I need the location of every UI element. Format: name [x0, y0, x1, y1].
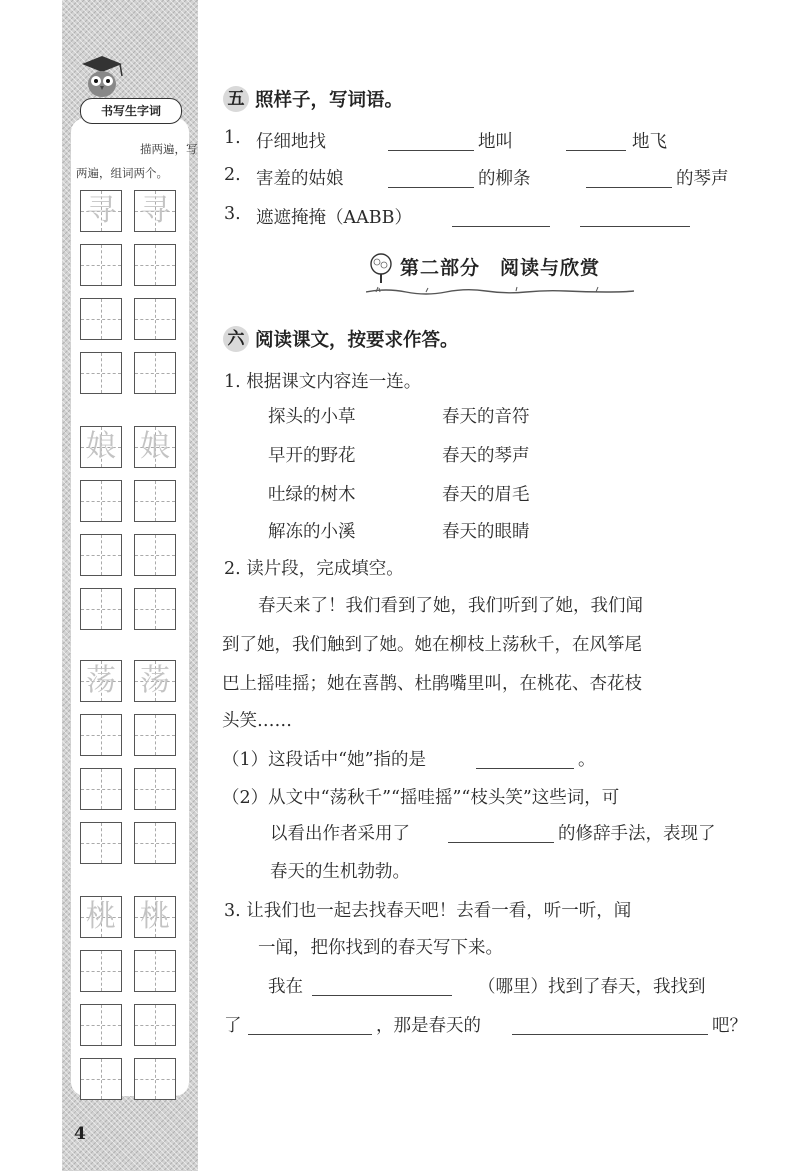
practice-cell[interactable] — [80, 714, 122, 756]
practice-cell[interactable] — [134, 1058, 176, 1100]
s5-item2-part1: 的柳条 — [478, 169, 531, 189]
passage-line-4: 头笑…… — [222, 711, 292, 731]
q2-sub2-line3: 春天的生机勃勃。 — [270, 862, 410, 882]
s5-item1-part2: 地飞 — [632, 132, 667, 152]
sidebar-title: 书写生字词 — [80, 98, 182, 124]
q3-line1: 3. 让我们也一起去找春天吧！去看一看，听一听，闻 — [224, 901, 632, 921]
practice-cell[interactable] — [134, 480, 176, 522]
q1-text: 1. 根据课文内容连一连。 — [224, 372, 422, 392]
section5-heading — [223, 86, 403, 112]
s5-item3-blank2[interactable] — [580, 226, 690, 227]
practice-cell[interactable] — [80, 768, 122, 810]
match-left-1[interactable]: 探头的小草 — [268, 407, 356, 427]
tree-icon — [366, 252, 396, 284]
q3-ans1-post: （哪里）找到了春天，我找到 — [478, 977, 706, 997]
match-right-1[interactable]: 春天的音符 — [442, 407, 530, 427]
section5-title: 照样子，写词语。 — [255, 90, 404, 111]
writing-practice-strip — [62, 0, 198, 1171]
practice-cell[interactable] — [80, 534, 122, 576]
match-right-2[interactable]: 春天的琴声 — [442, 446, 530, 466]
practice-cell[interactable] — [134, 244, 176, 286]
practice-cell[interactable] — [80, 244, 122, 286]
practice-cell[interactable] — [80, 480, 122, 522]
s5-item1-blank2[interactable] — [566, 150, 626, 151]
s5-item3-example: 遮遮掩掩（AABB） — [256, 208, 412, 228]
s5-item1-num: 1. — [224, 128, 241, 148]
trace-character: 荡 — [86, 663, 116, 698]
practice-cell[interactable] — [80, 1004, 122, 1046]
trace-character: 寻 — [86, 193, 116, 228]
q2-sub2-blank[interactable] — [448, 842, 554, 843]
practice-cell[interactable] — [80, 588, 122, 630]
q2-sub1-blank[interactable] — [476, 768, 574, 769]
s5-item2-example: 害羞的姑娘 — [256, 169, 344, 189]
practice-cell[interactable] — [134, 534, 176, 576]
practice-cell[interactable] — [134, 352, 176, 394]
sidebar-instruction-2: 两遍，组词两个。 — [76, 166, 168, 180]
practice-cell[interactable] — [134, 426, 176, 468]
practice-cell[interactable] — [134, 896, 176, 938]
practice-cell[interactable] — [80, 298, 122, 340]
q2-sub2-line1: （2）从文中“荡秋千”“摇哇摇”“枝头笑”这些词，可 — [222, 788, 620, 808]
q2-sub2-post: 的修辞手法，表现了 — [558, 824, 716, 844]
s5-item1-blank1[interactable] — [388, 150, 474, 151]
trace-character: 荡 — [140, 663, 170, 698]
page-number: 4 — [74, 1124, 86, 1144]
q3-ans2-mid: ，那是春天的 — [376, 1016, 481, 1036]
passage-line-3: 巴上摇哇摇；她在喜鹊、杜鹃嘴里叫，在桃花、杏花枝 — [222, 674, 642, 694]
section6-number-badge: 六 — [223, 326, 249, 352]
section6-title: 阅读课文，按要求作答。 — [255, 330, 459, 351]
practice-cell[interactable] — [80, 950, 122, 992]
match-right-4[interactable]: 春天的眼睛 — [442, 522, 530, 542]
section6-heading — [223, 326, 459, 352]
match-right-3[interactable]: 春天的眉毛 — [442, 485, 530, 505]
practice-cell[interactable] — [80, 896, 122, 938]
practice-cell[interactable] — [134, 950, 176, 992]
q3-ans2-post: 吧？ — [712, 1016, 747, 1036]
match-left-2[interactable]: 早开的野花 — [268, 446, 356, 466]
q2-sub1-post: 。 — [578, 750, 596, 770]
s5-item1-example: 仔细地找 — [256, 132, 326, 152]
owl-graduate-icon — [76, 52, 128, 100]
practice-cell[interactable] — [134, 768, 176, 810]
practice-cell[interactable] — [80, 190, 122, 232]
practice-cell[interactable] — [134, 660, 176, 702]
trace-character: 娘 — [86, 429, 116, 464]
part2-title: 第二部分 阅读与欣赏 — [400, 257, 601, 279]
s5-item2-part2: 的琴声 — [676, 169, 729, 189]
practice-cell[interactable] — [134, 714, 176, 756]
practice-cell[interactable] — [80, 352, 122, 394]
q3-spring-blank[interactable] — [512, 1034, 708, 1035]
sidebar-instruction-1: 描两遍，写 — [140, 142, 198, 156]
match-left-3[interactable]: 吐绿的树木 — [268, 485, 356, 505]
s5-item2-blank2[interactable] — [586, 187, 672, 188]
q3-ans1-pre: 我在 — [268, 977, 303, 997]
practice-cell[interactable] — [80, 822, 122, 864]
q3-found-blank[interactable] — [248, 1034, 372, 1035]
q3-where-blank[interactable] — [312, 995, 452, 996]
q2-sub1-pre: （1）这段话中“她”指的是 — [222, 750, 427, 770]
q3-line2: 一闻，把你找到的春天写下来。 — [258, 938, 503, 958]
s5-item2-num: 2. — [224, 165, 241, 185]
practice-cell[interactable] — [134, 298, 176, 340]
match-left-4[interactable]: 解冻的小溪 — [268, 522, 356, 542]
q2-text: 2. 读片段，完成填空。 — [224, 559, 404, 579]
section5-number-badge: 五 — [223, 86, 249, 112]
trace-character: 娘 — [140, 429, 170, 464]
practice-cell[interactable] — [134, 1004, 176, 1046]
practice-cell[interactable] — [80, 1058, 122, 1100]
passage-line-2: 到了她，我们触到了她。她在柳枝上荡秋千，在风筝尾 — [222, 635, 642, 655]
practice-cell[interactable] — [80, 660, 122, 702]
trace-character: 寻 — [140, 193, 170, 228]
s5-item2-blank1[interactable] — [388, 187, 474, 188]
q3-ans2-pre: 了 — [224, 1016, 242, 1036]
s5-item1-part1: 地叫 — [478, 132, 513, 152]
s5-item3-blank1[interactable] — [452, 226, 550, 227]
q2-sub2-pre: 以看出作者采用了 — [270, 824, 410, 844]
grass-divider — [366, 284, 634, 296]
practice-cell[interactable] — [134, 190, 176, 232]
trace-character: 桃 — [86, 899, 116, 934]
passage-line-1: 春天来了！我们看到了她，我们听到了她，我们闻 — [258, 596, 643, 616]
practice-cell[interactable] — [134, 822, 176, 864]
practice-cell[interactable] — [134, 588, 176, 630]
s5-item3-num: 3. — [224, 204, 241, 224]
practice-cell[interactable] — [80, 426, 122, 468]
trace-character: 桃 — [140, 899, 170, 934]
